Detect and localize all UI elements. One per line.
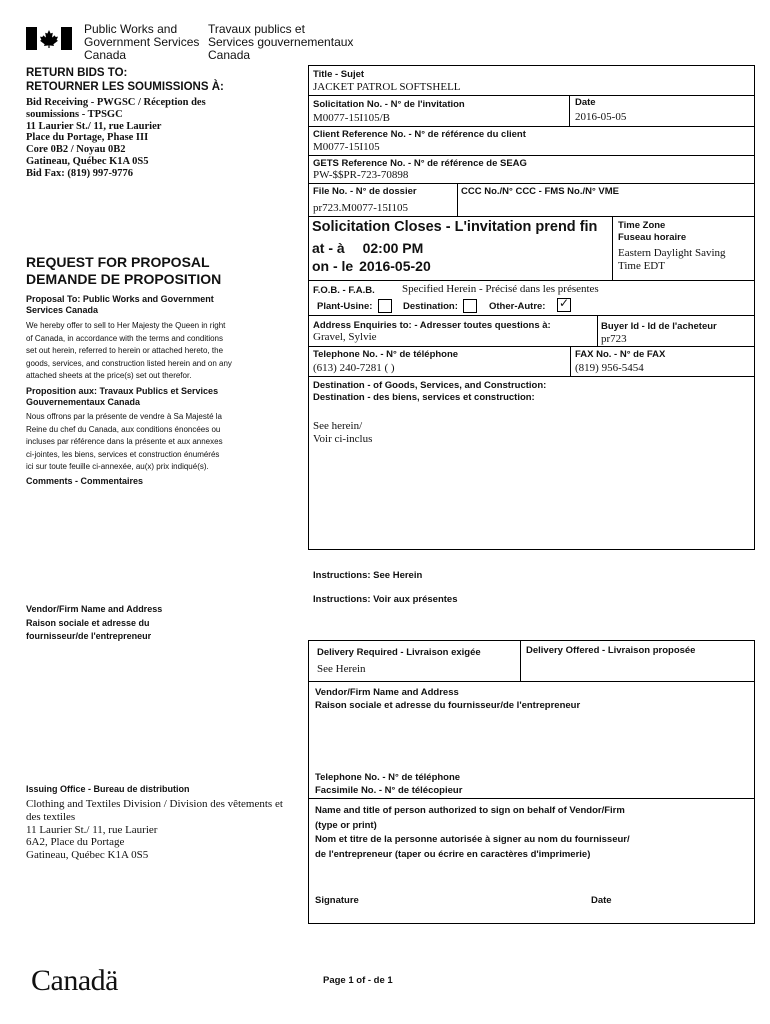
destination-goods-value-line: See herein/ [313, 420, 363, 432]
solicitation-value: M0077-15I105/B [313, 112, 390, 124]
text-line: Reine du chef du Canada, aux conditions énoncées ou [26, 424, 221, 434]
solicitation-label: Solicitation No. - N° de l'invitation [313, 99, 465, 110]
dept-name-en-line: Public Works and [84, 22, 178, 36]
tz-value-line: Eastern Daylight Saving [618, 247, 726, 259]
page-number: Page 1 of - de 1 [323, 975, 393, 986]
return-bids-title [26, 66, 224, 94]
authorized-label-line: de l'entrepreneur (taper ou écrire en caractères d'imprimerie) [315, 848, 591, 860]
checkmark-icon: ✓ [559, 296, 570, 310]
text-line: set out herein, referred to herein or attached hereto, the [26, 346, 224, 355]
form-divider [308, 183, 755, 184]
text-line: incluses par référence dans la présente et aux annexes [26, 437, 223, 446]
close-date-value: 2016-05-20 [359, 258, 431, 274]
signature-date-label: Date [591, 895, 612, 906]
buyer-id-value: pr723 [601, 333, 627, 345]
vendor-label-line: fournisseur/de l'entrepreneur [26, 631, 152, 641]
client-ref-value: M0077-15I105 [313, 141, 380, 153]
vendor-label-line: Vendor/Firm Name and Address [26, 604, 163, 614]
form-divider [308, 315, 755, 316]
destination-goods-label [313, 380, 546, 404]
proposal-to-fr-label-line: Proposition aux: Travaux Publics et Services [26, 386, 219, 396]
text-line: goods, services, and construction listed herein and on any [26, 358, 232, 368]
delivery-required-label: Delivery Required - Livraison exigée [317, 647, 481, 658]
vendor-firm-label-right [315, 686, 580, 712]
proposal-to-en-label [26, 294, 214, 316]
instructions-fr: Instructions: Voir aux présentes [313, 594, 458, 605]
dept-name-en [84, 23, 199, 62]
authorized-label-line: (type or print) [315, 819, 377, 831]
tz-label-line: Time Zone [618, 220, 666, 231]
address-line: des textiles [26, 810, 76, 823]
comments-label: Comments - Commentaires [26, 476, 144, 486]
destination-goods-value-line: Voir ci-inclus [313, 433, 373, 445]
other-autre-label: Other-Autre: [489, 301, 546, 312]
fax-label: FAX No. - N° de FAX [575, 349, 666, 360]
closes-on-line [312, 258, 431, 274]
text-line: We hereby offer to sell to Her Majesty the Queen in right [26, 321, 226, 330]
time-zone-label [618, 220, 686, 244]
address-line: Gatineau, Québec K1A 0S5 [26, 155, 149, 167]
form-divider [308, 95, 755, 96]
at-label: at - à [312, 240, 345, 256]
address-line: Bid Fax: (819) 997-9776 [26, 167, 134, 179]
address-line: 6A2, Place du Portage [26, 836, 125, 849]
form-divider [457, 183, 458, 216]
proposal-to-fr-text [26, 411, 223, 474]
vendor-label-line: Raison sociale et adresse du fournisseur/de l'entrepreneur [315, 700, 581, 711]
proposal-to-en-label-line: Proposal To: Public Works and Government [26, 294, 214, 304]
return-bids-title-en: RETURN BIDS TO: [26, 67, 128, 79]
dept-name-fr-line: Services gouvernementaux [208, 35, 354, 49]
phone-label: Telephone No. - N° de téléphone [313, 349, 459, 360]
form-divider [308, 798, 755, 799]
client-ref-label: Client Reference No. - N° de référence du client [313, 129, 526, 140]
proposal-to-fr-label-line: Gouvernementaux Canada [26, 397, 141, 407]
destination-label: Destination: [403, 301, 458, 312]
tz-value-line: Time EDT [618, 260, 665, 272]
gets-ref-label: GETS Reference No. - N° de référence de SEAG [313, 158, 527, 169]
proposal-to-en-text [26, 320, 232, 383]
address-line: Clothing and Textiles Division / Division des vêtements et [26, 798, 283, 810]
tz-label-line: Fuseau horaire [618, 232, 687, 243]
ccc-no-label: CCC No./N° CCC - FMS No./N° VME [461, 186, 620, 197]
form-divider [308, 280, 755, 281]
return-bids-title-fr: RETOURNER LES SOUMISSIONS À: [26, 81, 224, 93]
address-line: 11 Laurier St./ 11, rue Laurier [26, 823, 158, 836]
canada-wordmark [31, 964, 118, 998]
vendor-firm-label-left [26, 603, 162, 644]
form-divider [570, 346, 571, 376]
form-divider [612, 216, 613, 280]
time-value: 02:00 PM [362, 240, 424, 256]
date-value: 2016-05-05 [575, 111, 627, 123]
closes-title: Solicitation Closes - L'invitation prend fin [312, 219, 598, 235]
form-divider [597, 315, 598, 346]
fax-value: (819) 956-5454 [575, 362, 644, 374]
text-line: ci-jointes, les biens, services et construction énumérés [26, 449, 220, 459]
authorized-label-line: Name and title of person authorized to sign on behalf of Vendor/Firm [315, 805, 625, 816]
canada-wordmark-text: Canadä [31, 964, 118, 997]
dept-name-en-line: Government Services [84, 35, 200, 49]
vendor-telephone-label: Telephone No. - N° de téléphone [315, 772, 461, 783]
maple-leaf-icon [26, 27, 72, 50]
address-line: 11 Laurier St./ 11, rue Laurier [26, 120, 162, 132]
canada-flag-logo [26, 27, 72, 50]
form-divider [308, 376, 755, 377]
proposal-to-en-label-line: Services Canada [26, 305, 99, 315]
dept-name-fr [208, 23, 353, 62]
issuing-office-label: Issuing Office - Bureau de distribution [26, 784, 190, 794]
address-line: Core 0B2 / Noyau 0B2 [26, 144, 126, 156]
dept-name-fr-line: Travaux publics et [208, 22, 305, 36]
plant-usine-checkbox[interactable] [378, 299, 392, 313]
other-autre-checkbox[interactable] [557, 298, 571, 312]
buyer-id-label: Buyer Id - Id de l'acheteur [601, 321, 717, 332]
fob-value: Specified Herein - Précisé dans les présentes [402, 283, 599, 295]
rfp-title [26, 254, 221, 288]
address-line: soumissions - TPSGC [26, 108, 123, 120]
plant-usine-label: Plant-Usine: [317, 301, 373, 312]
title-label: Title - Sujet [313, 69, 365, 80]
gets-ref-value: PW-$$PR-723-70898 [313, 169, 409, 181]
form-divider [308, 216, 755, 217]
destination-goods-label-line: Destination - des biens, services et construction: [313, 392, 535, 403]
vendor-label-line: Raison sociale et adresse du [26, 617, 150, 628]
dept-name-en-line: Canada [84, 48, 127, 62]
authorized-label-line: Nom et titre de la personne autorisée à signer au nom du fournisseur/ [315, 834, 630, 845]
text-line: of Canada, in accordance with the terms and conditions [26, 333, 224, 343]
issuing-office-address [26, 798, 283, 862]
proposal-to-fr-label [26, 386, 218, 408]
form-divider [308, 681, 755, 682]
rfp-title-en: REQUEST FOR PROPOSAL [26, 254, 210, 270]
vendor-label-line: Vendor/Firm Name and Address [315, 687, 459, 698]
return-bids-address [26, 97, 206, 180]
signature-label: Signature [315, 895, 359, 906]
text-line: ici sur toute feuille ci-annexée, au(x) prix indiqué(s). [26, 462, 209, 471]
text-line: attached sheets at the price(s) set out therefor. [26, 371, 192, 380]
form-divider [569, 95, 570, 126]
dept-name-fr-line: Canada [208, 48, 251, 62]
destination-goods-label-line: Destination - of Goods, Services, and Construction: [313, 380, 547, 391]
address-line: Place du Portage, Phase III [26, 132, 149, 144]
rfp-title-fr: DEMANDE DE PROPOSITION [26, 271, 222, 287]
fob-label: F.O.B. - F.A.B. [313, 285, 375, 296]
title-value: JACKET PATROL SOFTSHELL [313, 81, 461, 93]
closes-at-line [312, 240, 423, 256]
phone-value: (613) 240-7281 ( ) [313, 362, 395, 374]
form-divider [520, 640, 521, 681]
address-line: Bid Receiving - PWGSC / Réception des [26, 97, 206, 108]
instructions-en: Instructions: See Herein [313, 570, 423, 581]
form-divider [308, 155, 755, 156]
destination-checkbox[interactable] [463, 299, 477, 313]
enquiries-label: Address Enquiries to: - Adresser toutes questions à: [313, 320, 551, 331]
enquiries-value: Gravel, Sylvie [313, 331, 377, 343]
file-no-value: pr723.M0077-15I105 [313, 202, 409, 214]
text-line: Nous offrons par la présente de vendre à Sa Majesté la [26, 412, 222, 421]
on-label: on - le [312, 258, 354, 274]
vendor-facsimile-label: Facsimile No. - N° de télécopieur [315, 785, 463, 796]
file-no-label: File No. - N° de dossier [313, 186, 417, 197]
authorized-person-label [315, 804, 630, 862]
form-divider [308, 126, 755, 127]
time-zone-value [618, 247, 726, 273]
destination-goods-value [313, 420, 372, 446]
address-line: Gatineau, Québec K1A 0S5 [26, 849, 149, 862]
delivery-required-value: See Herein [317, 663, 366, 675]
form-divider [308, 346, 755, 347]
date-label: Date [575, 97, 596, 108]
delivery-offered-label: Delivery Offered - Livraison proposée [526, 645, 696, 656]
